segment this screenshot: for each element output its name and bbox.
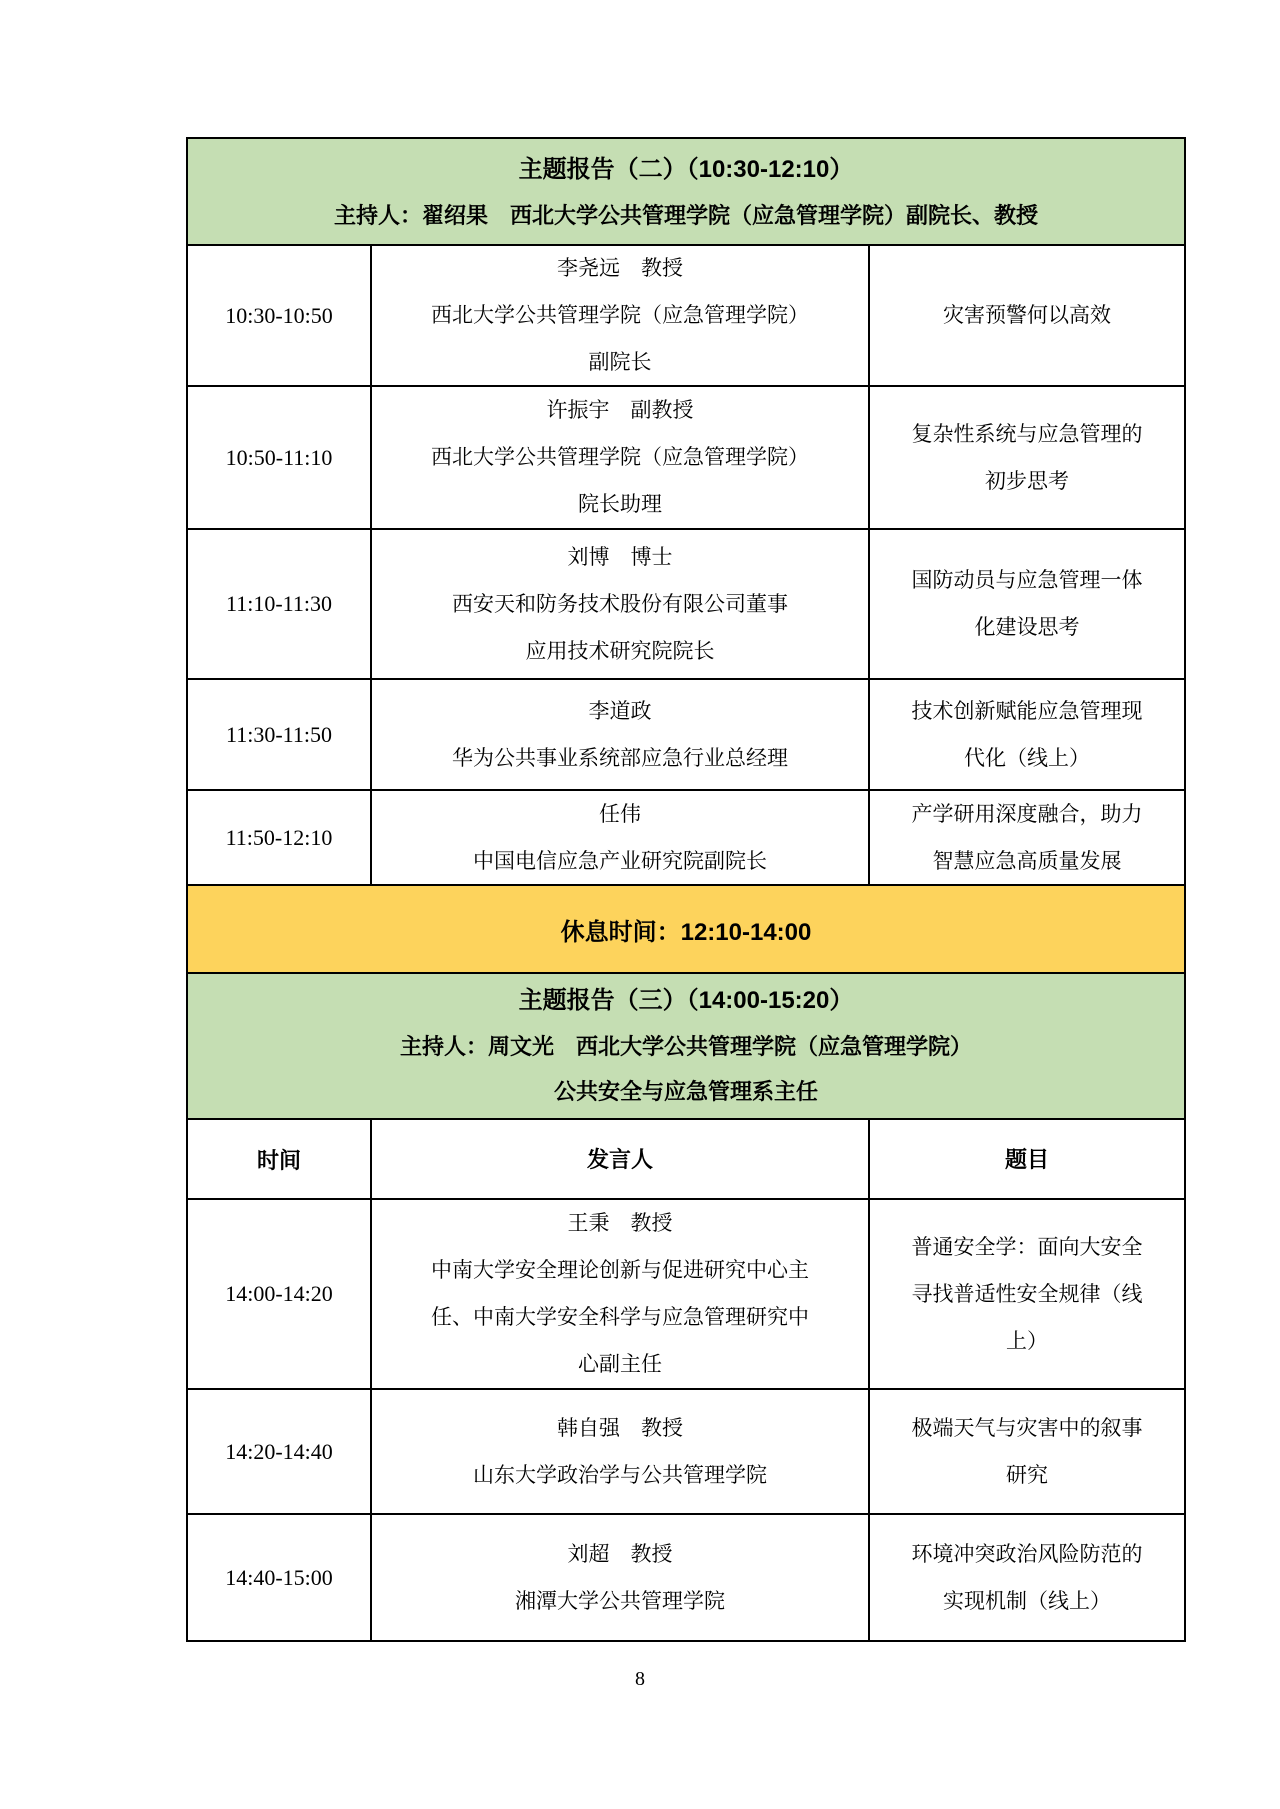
column-header-topic: 题目 [1004,1146,1049,1172]
break-row [188,884,1184,972]
topic-cell [870,680,1184,789]
speaker-line: 心副主任 [578,1352,662,1376]
table-row [188,385,1184,528]
speaker-line: 王秉 教授 [567,1211,673,1235]
session3-header [188,972,1184,1118]
speaker-line: 西安天和防务技术股份有限公司董事 [452,591,788,616]
speaker-line: 西北大学公共管理学院（应急管理学院） [431,445,809,469]
topic-line: 上） [1006,1328,1048,1353]
time-cell [188,530,372,678]
speaker-line: 中南大学安全理论创新与促进研究中心主 [431,1258,809,1282]
speaker-cell [372,387,870,528]
column-header-speaker: 发言人 [372,1120,870,1198]
table-row [188,528,1184,678]
speaker-line: 华为公共事业系统部应急行业总经理 [452,745,788,770]
table-row [188,678,1184,789]
speaker-line: 西北大学公共管理学院（应急管理学院） [431,303,809,327]
table-row [188,244,1184,385]
speaker-line: 李尧远 教授 [557,256,683,280]
topic-line: 灾害预警何以高效 [943,303,1111,327]
speaker-cell [372,791,870,884]
topic-cell [870,1390,1184,1513]
topic-cell [870,530,1184,678]
session3-host-line1: 主持人：周文光 西北大学公共管理学院（应急管理学院） [399,1034,972,1059]
topic-line: 环境冲突政治风险防范的 [911,1541,1143,1566]
time-text: 10:50-11:10 [225,444,333,470]
table-row [188,1513,1184,1640]
topic-line: 极端天气与灾害中的叙事 [911,1415,1143,1440]
column-header-time: 时间 [188,1120,372,1198]
conference-agenda-table [186,137,1186,1642]
table-row [188,1388,1184,1513]
time-text: 11:30-11:50 [226,721,332,747]
speaker-line: 李道政 [588,698,652,723]
break-label: 休息时间：12:10-14:00 [560,918,812,946]
topic-line: 国防动员与应急管理一体 [911,568,1143,592]
speaker-line: 刘超 教授 [567,1541,673,1566]
time-cell [188,791,372,884]
time-text: 11:10-11:30 [226,591,332,616]
topic-cell [870,1515,1184,1640]
speaker-cell [372,1515,870,1640]
speaker-line: 任、中南大学安全科学与应急管理研究中 [431,1305,809,1329]
speaker-cell [372,1200,870,1388]
session2-title: 主题报告（二）（10:30-12:10） [518,156,854,183]
time-cell [188,1515,372,1640]
page-number: 8 [635,1668,645,1690]
topic-line: 复杂性系统与应急管理的 [911,421,1143,446]
topic-line: 普通安全学：面向大安全 [911,1234,1143,1259]
speaker-cell [372,680,870,789]
time-cell [188,246,372,385]
time-cell [188,1200,372,1388]
session3-title: 主题报告（三）（14:00-15:20） [518,987,854,1014]
time-cell [188,1390,372,1513]
speaker-line: 副院长 [588,350,652,374]
time-text: 14:00-14:20 [225,1281,333,1306]
time-text: 14:20-14:40 [225,1438,333,1464]
topic-cell [870,1200,1184,1388]
topic-line: 化建设思考 [974,615,1080,639]
speaker-line: 山东大学政治学与公共管理学院 [473,1462,767,1487]
topic-cell [870,246,1184,385]
topic-cell [870,791,1184,884]
speaker-line: 中国电信应急产业研究院副院长 [473,848,767,873]
speaker-cell [372,246,870,385]
speaker-line: 湘潭大学公共管理学院 [515,1588,725,1613]
table-row [188,789,1184,884]
topic-line: 代化（线上） [964,745,1090,770]
table-row [188,1198,1184,1388]
topic-line: 智慧应急高质量发展 [932,848,1122,873]
topic-line: 初步思考 [985,468,1069,493]
speaker-line: 院长助理 [578,492,662,516]
time-cell [188,387,372,528]
session2-host: 主持人：翟绍果 西北大学公共管理学院（应急管理学院）副院长、教授 [333,203,1038,228]
topic-line: 产学研用深度融合，助力 [911,801,1143,826]
topic-cell [870,387,1184,528]
time-cell [188,680,372,789]
session3-host-line2: 公共安全与应急管理系主任 [553,1079,818,1104]
speaker-line: 许振宇 副教授 [546,398,694,422]
topic-line: 实现机制（线上） [943,1588,1111,1613]
topic-line: 研究 [1006,1462,1048,1487]
speaker-line: 刘博 博士 [567,544,673,569]
topic-line: 技术创新赋能应急管理现 [911,698,1143,723]
speaker-line: 韩自强 教授 [557,1415,683,1440]
time-text: 11:50-12:10 [225,824,333,850]
column-header-row [188,1118,1184,1198]
speaker-line: 应用技术研究院院长 [525,638,715,663]
session2-header [188,139,1184,244]
speaker-cell [372,1390,870,1513]
topic-line: 寻找普适性安全规律（线 [911,1281,1143,1306]
speaker-cell [372,530,870,678]
speaker-line: 任伟 [599,801,641,826]
time-text: 10:30-10:50 [225,302,333,328]
time-text: 14:40-15:00 [225,1564,333,1590]
